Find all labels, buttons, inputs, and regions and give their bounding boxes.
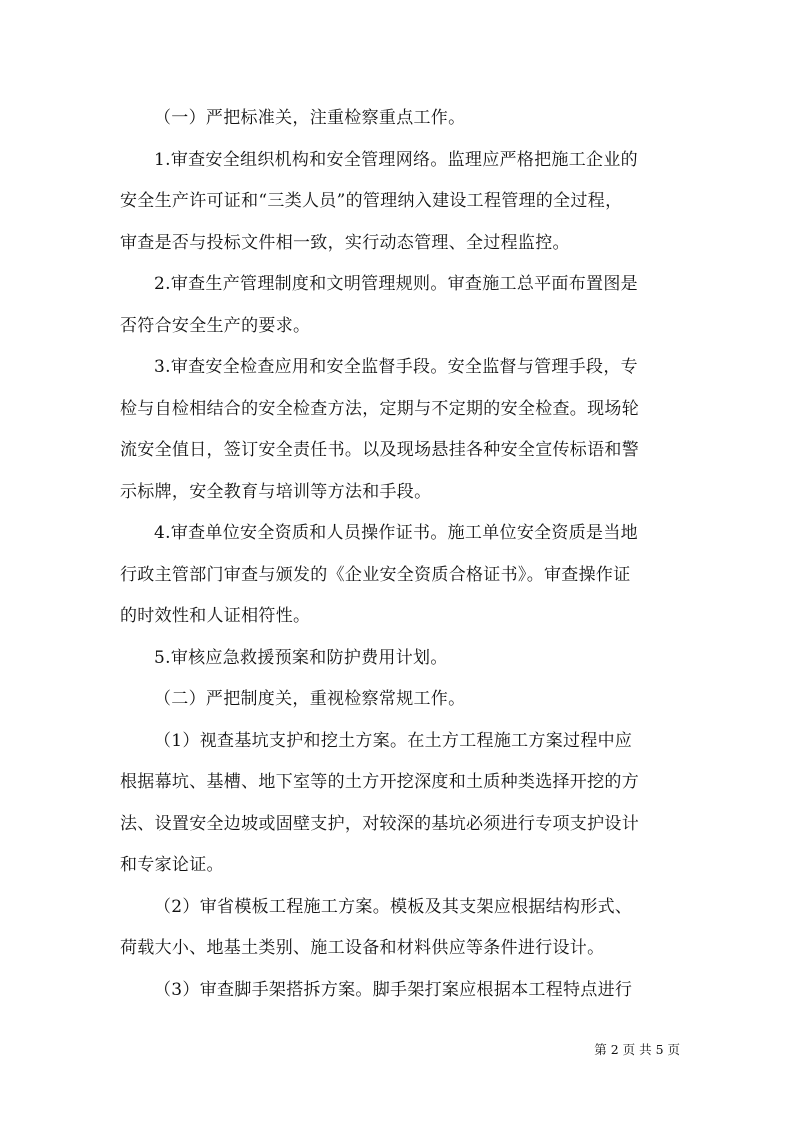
section-heading-2: （二）严把制度关，重视检察常规工作。 bbox=[154, 689, 466, 709]
paragraph-line: 否符合安全生产的要求。 bbox=[120, 315, 311, 336]
paragraph-line: （3）审查脚手架搭拆方案。脚手架打案应根据本工程特点进行 bbox=[154, 979, 633, 1000]
paragraph-line: （1）视查基坑支护和挖土方案。在土方工程施工方案过程中应 bbox=[154, 730, 633, 751]
paragraph-line: 的时效性和人证相符性。 bbox=[120, 606, 311, 626]
paragraph-line: 4.审查单位安全资质和人员操作证书。施工单位安全资质是当地 bbox=[154, 523, 638, 543]
section-heading-1: （一）严把标准关，注重检察重点工作。 bbox=[154, 108, 466, 128]
paragraph-line: 根据幕坑、基槽、地下室等的土方开挖深度和土质种类选择开挖的方 bbox=[120, 772, 639, 792]
page-number-footer: 第 2 页 共 5 页 bbox=[594, 1042, 680, 1057]
document-body bbox=[120, 98, 680, 1011]
paragraph-line: 检与自检相结合的安全检查方法，定期与不定期的安全检查。现场轮 bbox=[120, 398, 639, 419]
paragraph-line: 安全生产许可证和“三类人员”的管理纳入建设工程管理的全过程， bbox=[120, 191, 623, 211]
paragraph-line: 5.审核应急救援预案和防护费用计划。 bbox=[154, 647, 448, 668]
paragraph-line: 2.审查生产管理制度和文明管理规则。审查施工总平面布置图是 bbox=[154, 274, 638, 294]
paragraph-line: 3.审查安全检查应用和安全监督手段。安全监督与管理手段，专 bbox=[154, 357, 638, 377]
paragraph-line: 荷载大小、地基土类别、施工设备和材料供应等条件进行设计。 bbox=[120, 938, 605, 958]
paragraph-line: 流安全值日，签订安全责任书。以及现场悬挂各种安全宣传标语和警 bbox=[120, 440, 639, 460]
paragraph-line: 1.审查安全组织机构和安全管理网络。监理应严格把施工企业的 bbox=[154, 149, 638, 170]
paragraph-line: 行政主管部门审查与颁发的《企业安全资质合格证书》。审查操作证 bbox=[120, 564, 631, 585]
paragraph-line: 示标牌，安全教育与培训等方法和手段。 bbox=[120, 481, 432, 502]
paragraph-line: 和专家论证。 bbox=[120, 855, 224, 875]
paragraph-line: 审查是否与投标文件相一致，实行动态管理、全过程监控。 bbox=[120, 232, 570, 253]
paragraph-line: （2）审省模板工程施工方案。模板及其支架应根据结构形式、 bbox=[154, 896, 633, 917]
paragraph-line: 法、设置安全边坡或固壁支护，对较深的基坑必须进行专项支护设计 bbox=[120, 813, 639, 834]
